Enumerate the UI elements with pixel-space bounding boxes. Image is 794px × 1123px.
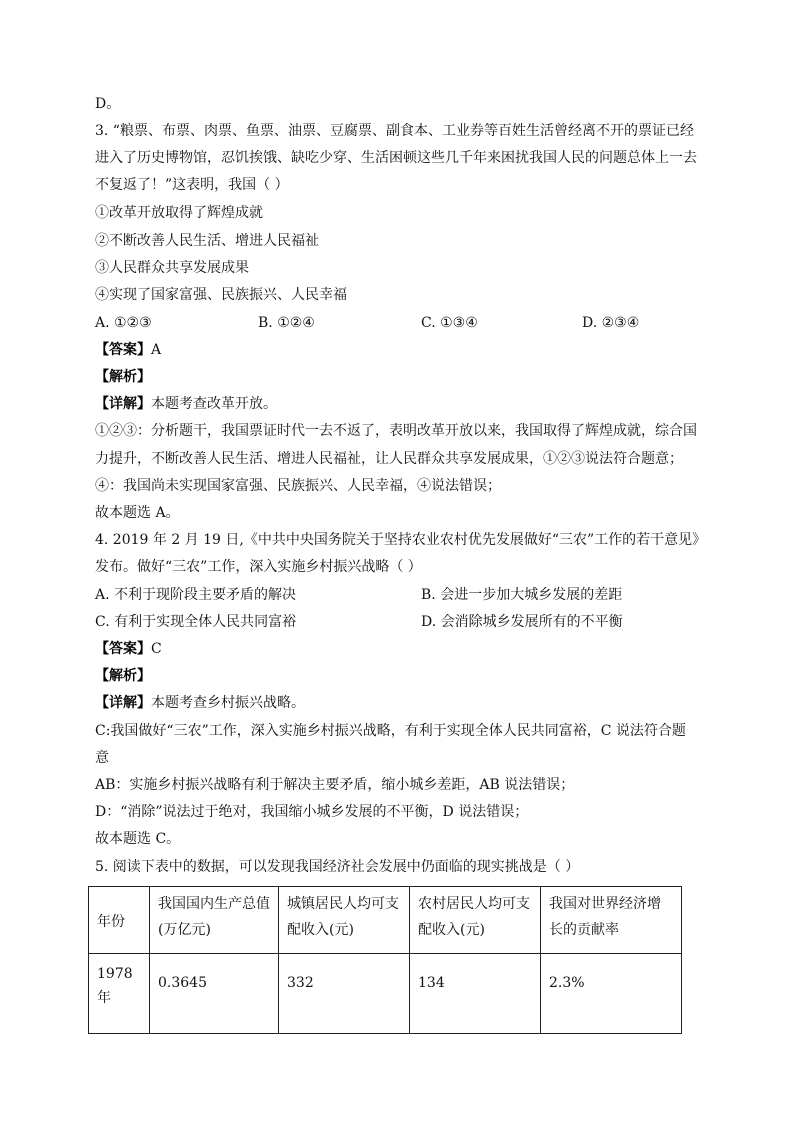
q4-option-d: D. 会消除城乡发展所有的不平衡 [421,614,623,630]
previous-answer: D。 [95,96,121,112]
header-gdp: 我国国内生产总值(万亿元) [150,887,279,954]
q3-option-c: C. ①③④ [421,315,478,331]
header-year: 年份 [89,887,150,954]
detail-tag: 【详解】 [95,396,151,412]
header-contribution-rate: 我国对世界经济增长的贡献率 [541,887,682,954]
q3-item-2: ②不断改善人民生活、增进人民福祉 [95,233,319,249]
q4-explain-line-2: 意 [95,750,109,766]
q3-item-3: ③人民群众共享发展成果 [95,260,249,276]
q3-stem-line-3: 不复返了！”这表明，我国（ ） [95,177,289,193]
q4-explain-line-5: 故本题选 C。 [95,831,181,847]
q4-stem-line-2: 发布。做好“三农”工作，深入实施乡村振兴战略（ ） [95,559,422,575]
cell-contribution-rate: 2.3% [541,954,682,1034]
q3-detail [95,394,277,414]
cell-year: 1978 年 [89,954,150,1034]
analysis-tag: 【解析】 [95,668,151,684]
q3-stem-line-2: 进入了历史博物馆，忍饥挨饿、缺吃少穿、生活困顿这些几千年来困扰我国人民的问题总体上一去 [95,150,697,166]
q3-option-d: D. ②③④ [582,315,640,331]
q3-item-1: ①改革开放取得了辉煌成就 [95,205,263,221]
answer-value: A [151,342,162,358]
analysis-tag: 【解析】 [95,369,151,385]
q3-explain-line-4: 故本题选 A。 [95,505,180,521]
q3-explain-line-3: ④：我国尚未实现国家富强、民族振兴、人民幸福，④说法错误； [95,478,501,494]
q3-option-a: A. ①②③ [95,315,152,331]
table-header-row [89,887,682,954]
q5-data-table [88,886,682,1034]
cell-gdp: 0.3645 [150,954,279,1034]
detail-text: 本题考查乡村振兴战略。 [151,695,305,711]
q4-explain-line-3: AB：实施乡村振兴战略有利于解决主要矛盾，缩小城乡差距，AB 说法错误； [95,777,575,793]
answer-tag: 【答案】 [95,641,151,657]
cell-rural-income: 134 [410,954,541,1034]
q4-explain-line-4: D：“消除”说法过于绝对，我国缩小城乡发展的不平衡，D 说法错误； [95,804,529,820]
answer-tag: 【答案】 [95,342,151,358]
q3-answer [95,340,161,360]
q3-stem-line-1: 3. “粮票、布票、肉票、鱼票、油票、豆腐票、副食本、工业券等百姓生活曾经离不开的票证已经 [95,123,694,139]
q3-analysis-tag [95,367,151,387]
q5-stem: 5. 阅读下表中的数据，可以发现我国经济社会发展中仍面临的现实挑战是（ ） [95,859,580,875]
q4-stem-line-1: 4. 2019 年 2 月 19 日,《中共中央国务院关于坚持农业农村优先发展做好“三农”工作的若干意见》 [95,532,707,548]
header-urban-income: 城镇居民人均可支配收入(元) [279,887,410,954]
header-rural-income: 农村居民人均可支配收入(元) [410,887,541,954]
q4-option-b: B. 会进一步加大城乡发展的差距 [421,587,623,603]
detail-text: 本题考查改革开放。 [151,396,277,412]
q3-item-4: ④实现了国家富强、民族振兴、人民幸福 [95,287,347,303]
answer-value: C [151,641,162,657]
q4-answer [95,639,162,659]
q4-explain-line-1: C:我国做好“三农”工作，深入实施乡村振兴战略，有利于实现全体人民共同富裕，C 说法符合题 [95,723,686,739]
q4-option-a: A. 不利于现阶段主要矛盾的解决 [95,587,297,603]
cell-urban-income: 332 [279,954,410,1034]
q4-option-c: C. 有利于实现全体人民共同富裕 [95,614,297,630]
q3-explain-line-1: ①②③：分析题干，我国票证时代一去不返了，表明改革开放以来，我国取得了辉煌成就，综合国 [95,423,697,439]
q3-option-b: B. ①②④ [258,315,315,331]
q4-detail [95,693,305,713]
q4-analysis-tag [95,666,151,686]
q3-explain-line-2: 力提升，不断改善人民生活、增进人民福祉，让人民群众共享发展成果，①②③说法符合题意； [95,451,683,467]
table-row [89,954,682,1034]
detail-tag: 【详解】 [95,695,151,711]
